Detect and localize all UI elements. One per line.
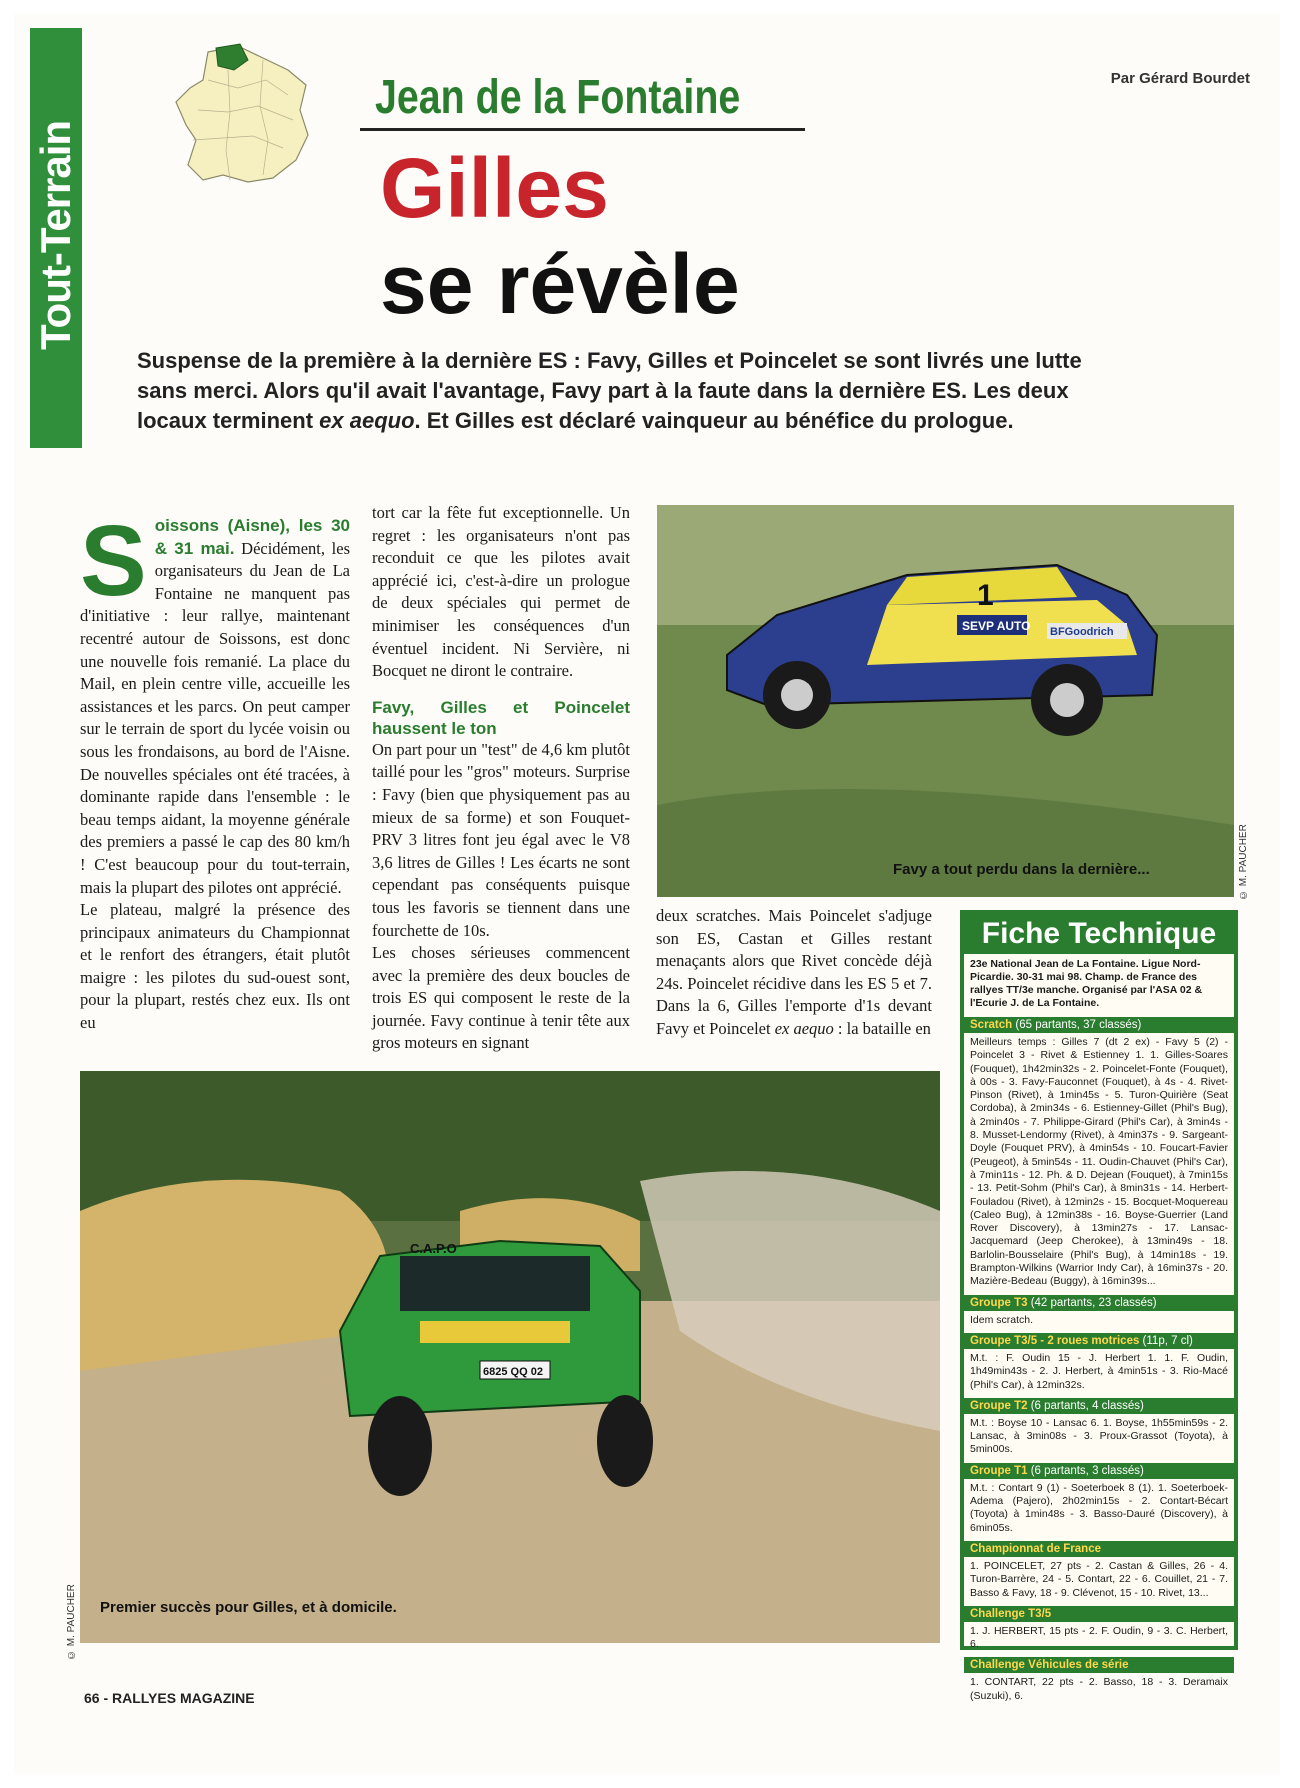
fiche-section-body: M.t. : Contart 9 (1) - Soeterboek 8 (1). 1. Soeterboek-Adema (Pajero), 2h02min15s - 2. Contart-Bécart (Toyota) à 1min48s - 3. Basso-Dauré (Discovery), à 6min05s. (970, 1481, 1228, 1534)
article-column-3: deux scratches. Mais Poincelet s'adjuge son ES, Castan et Gilles restant menaçants alors que Rivet concède déjà 24s. Poincelet récidive dans les ES 5 et 7. Dans la 6, Gilles l'emporte d'1s devant Favy et Poincelet ex aequo : la bataille en (656, 906, 932, 1038)
fiche-sections (964, 1017, 1234, 1706)
fiche-section-heading: Challenge Véhicules de série (964, 1657, 1234, 1673)
fiche-title: Fiche Technique (964, 914, 1234, 954)
paragraph-2-end: tort car la fête fut exceptionnelle. Un regret : les organisateurs n'ont pas reconduit ce que les pilotes avait apprécié ici, c'est-à-dire un prologue de deux spéciales qui permet de minimiser les conséquences d'un éventuel incident. Ni Servière, ni Bocquet ne diront le contraire. (372, 503, 630, 681)
headline-line1: Gilles (380, 141, 609, 235)
car2-sponsor: C.A.P.O (410, 1241, 457, 1256)
paragraph-4-end: deux scratches. Mais Poincelet s'adjuge son ES, Castan et Gilles restant menaçants alors que Rivet concède déjà 24s. Poincelet récidive dans les ES 5 et 7. Dans la 6, Gilles l'emporte d'1s devant Favy et Poincelet (656, 906, 932, 1038)
fiche-section-heading: Groupe T3 (42 partants, 23 classés) (964, 1295, 1234, 1311)
headline-line2: se révèle (380, 237, 740, 331)
subhead: Favy, Gilles et Poincelet haussent le ton (372, 697, 630, 738)
photo-gilles-car (80, 1071, 940, 1643)
fiche-section-heading: Championnat de France (964, 1541, 1234, 1557)
car2-plate: 6825 QQ 02 (483, 1366, 543, 1378)
photo2-credit: © M. PAUCHER (66, 1584, 77, 1660)
fiche-section-body: 1. J. HERBERT, 15 pts - 2. F. Oudin, 9 - 3. C. Herbert, 6. (970, 1624, 1228, 1651)
car1-tire-sponsor: BFGoodrich (1050, 626, 1114, 638)
author-byline: Par Gérard Bourdet (1110, 70, 1250, 87)
fiche-section-body: 1. POINCELET, 27 pts - 2. Castan & Gilles, 26 - 4. Turon-Barrère, 24 - 5. Contart, 22 - 6. Couillet, 21 - 7. Basso & Favy, 18 - 9. Clévenot, 15 - 10. Rivet, 13... (970, 1559, 1228, 1599)
photo-gilles-illustration (80, 1071, 940, 1643)
fiche-section-body: M.t. : F. Oudin 15 - J. Herbert 1. 1. F. Oudin, 1h49min43s - 2. J. Herbert, à 4min51s - 3. Rio-Macé (Phil's Car), à 12min32s. (970, 1351, 1228, 1391)
fiche-intro: 23e National Jean de La Fontaine. Ligue Nord-Picardie. 30-31 mai 98. Champ. de France des rallyes TT/3e manche. Organisé par l'ASA 02 & l'Ecurie J. de La Fontaine. (970, 958, 1203, 1009)
article-column-2 (372, 502, 630, 1055)
photo2-caption: Premier succès pour Gilles, et à domicile. (100, 1599, 397, 1616)
photo-favy-car (657, 505, 1234, 897)
paragraph-1: Décidément, les organisateurs du Jean de La Fontaine ne manquent pas d'initiative : leur rallye, maintenant recentré autour de Soissons, est donc une nouvelle fois remanié. La place du Mail, en plein centre ville, accueille les assistances et les parcs. On peut camper sur le terrain de sport du lycée voisin ou sous les frondaisons, au bord de l'Aisne. De nouvelles spéciales ont été tracées, à dominante rapide dans l'ensemble : le beau temps aidant, la moyenne générale des premiers a passé le cap des 80 km/h ! C'est beaucoup pour du tout-terrain, mais la plupart des pilotes ont apprécié. (80, 538, 351, 897)
dateline: oissons (Aisne), les 30 & 31 mai. (154, 516, 350, 558)
section-tab-label: Tout-Terrain (32, 120, 79, 350)
paragraph-4-start: Les choses sérieuses commencent avec la première des deux boucles de trois ES qui composent le reste de la journée. Favy continue à tenir tête aux gros moteurs en signant (372, 943, 630, 1053)
fiche-section-heading: Scratch (65 partants, 37 classés) (964, 1017, 1234, 1033)
france-map-icon (168, 40, 318, 190)
paragraph-2-start: Le plateau, malgré la présence des principaux animateurs du Championnat et le renfort des étrangers, était plutôt maigre : les pilotes du sud-ouest sont, pour la plupart, restés chez eux. Ils ont eu (80, 900, 350, 1033)
fiche-section-heading: Groupe T1 (6 partants, 3 classés) (964, 1463, 1234, 1479)
drop-cap: S (80, 505, 147, 617)
page-footer: 66 - RALLYES MAGAZINE (84, 1690, 255, 1706)
lead-paragraph: Suspense de la première à la dernière ES : Favy, Gilles et Poincelet se sont livrés une lutte sans merci. Alors qu'il avait l'avantage, Favy part à la faute dans la dernière ES. Les deux locaux terminent ex aequo. Et Gilles est déclaré vainqueur au bénéfice du prologue. (137, 348, 1082, 433)
fiche-technique-box (960, 910, 1238, 1702)
photo-favy-illustration (657, 505, 1234, 897)
fiche-section-body: 1. CONTART, 22 pts - 2. Basso, 18 - 3. Deramaix (Suzuki), 6. (970, 1676, 1228, 1702)
paragraph-3: On part pour un "test" de 4,6 km plutôt taillé pour les "gros" moteurs. Surprise : Favy (bien que physiquement pas au mieux de sa forme) et son Fouquet-PRV 3 litres font jeu égal avec le V8 3,6 litres de Gilles ! Les écarts ne sont cependant pas conséquents puisque tous les favoris se tiennent dans une fourchette de 10s. (372, 739, 630, 940)
photo1-caption: Favy a tout perdu dans la dernière... (893, 861, 1150, 878)
car1-sponsor: SEVP AUTO (962, 619, 1031, 633)
article-column-1 (80, 505, 351, 1035)
fiche-section-body: Idem scratch. (970, 1313, 1034, 1326)
fiche-section-body: Meilleurs temps : Gilles 7 (dt 2 ex) - Favy 5 (2) - Poincelet 3 - Rivet & Estienney 1. 1. Gilles-Soares (Fouquet), 1h42min32s - 2. Poincelet-Fonte (Fouquet), à 00s - 3. Favy-Fauconnet (Fouquet), à 4s - 4. Rivet-Pinson (Rivet), à 1min45s - 5. Turon-Quirière (Seat Cordoba), à 2min34s - 6. Estienney-Gillet (Phil's Bug), à 2min40s - 7. Philippe-Girard (Phil's Car), à 3min4s - 8. Musset-Lendormy (Rivet), à 4min37s - 9. Sargeant-Doyle (Fouquet PRV), à 4min54s - 10. Foucart-Favier (Peugeot), à 5min54s - 11. Oudin-Chauvet (Phil's Car), à 7min11s - 12. Ph. & D. Dejean (Fouquet), à 7min15s - 13. Petit-Sohm (Phil's Car), à 8min31s - 14. Herbert-Fouladou (Rivet), à 12min2s - 15. Bocquet-Moquereau (Caleo Bug), à 12min38s - 16. Boyse-Guerrier (Land Rover Discovery), à 13min27s - 17. Lansac-Jacquemard (Jeep Cherokee), à 13min49s - 18. Barlolin-Bousselaire (Phil's Bug), à 14min18s - 19. Brampton-Wilkins (Warrior Indy Car), à 16min37s - 20. Mazière-Bedeau (Buggy), à 16min39s... (970, 1036, 1228, 1288)
fiche-section-heading: Challenge T3/5 (964, 1606, 1234, 1622)
kicker-underline (360, 128, 805, 131)
car1-number: 1 (977, 579, 994, 612)
kicker-title: Jean de la Fontaine (375, 71, 741, 124)
fiche-section-body: M.t. : Boyse 10 - Lansac 6. 1. Boyse, 1h55min59s - 2. Lansac, à 3min08s - 3. Proux-Grassot (Toyota), à 5min00s. (970, 1416, 1228, 1456)
photo1-credit: © M. PAUCHER (1238, 824, 1249, 900)
fiche-section-heading: Groupe T2 (6 partants, 4 classés) (964, 1398, 1234, 1414)
fiche-section-heading: Groupe T3/5 - 2 roues motrices (11p, 7 cl) (964, 1333, 1234, 1349)
